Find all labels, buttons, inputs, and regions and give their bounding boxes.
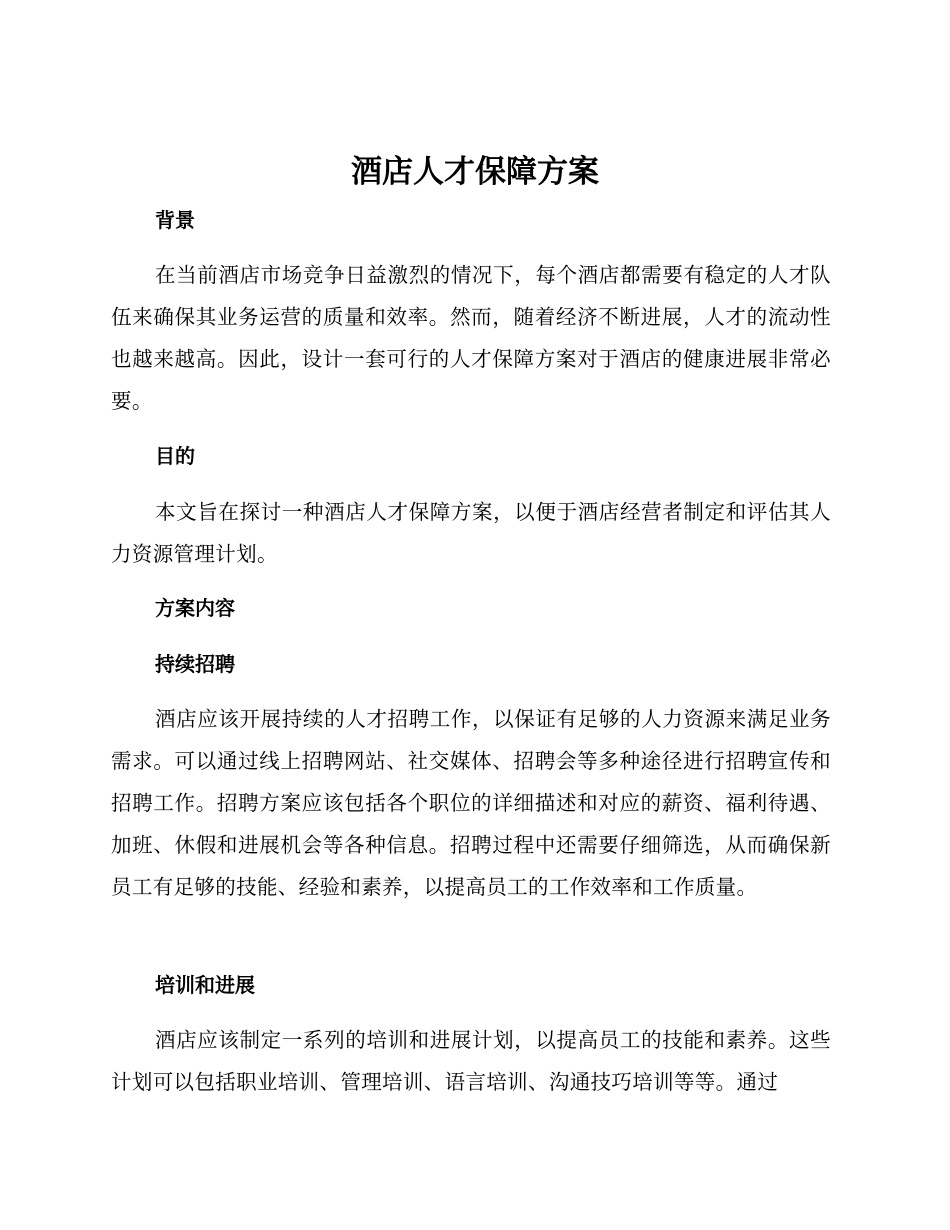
section-paragraph-purpose: 本文旨在探讨一种酒店人才保障方案，以便于酒店经营者制定和评估其人力资源管理计划。 bbox=[111, 500, 831, 566]
section-paragraph-background: 在当前酒店市场竞争日益激烈的情况下，每个酒店都需要有稳定的人才队伍来确保其业务运营的质量和效率。然而，随着经济不断进展，人才的流动性也越来越高。因此，设计一套可行的人才保障方案对于酒店的健康进展非常必要。 bbox=[111, 263, 831, 413]
section-heading-plan-content: 方案内容 bbox=[155, 596, 235, 620]
section-paragraph-recruitment: 酒店应该开展持续的人才招聘工作，以保证有足够的人力资源来满足业务需求。可以通过线上招聘网站、社交媒体、招聘会等多种途径进行招聘宣传和招聘工作。招聘方案应该包括各个职位的详细描述和对应的薪资、福利待遇、加班、休假和进展机会等各种信息。招聘过程中还需要仔细筛选，从而确保新员工有足够的技能、经验和素养，以提高员工的工作效率和工作质量。 bbox=[111, 707, 831, 899]
section-paragraph-training: 酒店应该制定一系列的培训和进展计划，以提高员工的技能和素养。这些计划可以包括职业培训、管理培训、语言培训、沟通技巧培训等等。通过 bbox=[111, 1028, 831, 1094]
section-heading-purpose: 目的 bbox=[155, 444, 195, 468]
section-heading-background: 背景 bbox=[155, 208, 195, 232]
section-heading-recruitment: 持续招聘 bbox=[155, 652, 235, 676]
document-title: 酒店人才保障方案 bbox=[351, 154, 599, 190]
section-heading-training: 培训和进展 bbox=[155, 973, 255, 997]
